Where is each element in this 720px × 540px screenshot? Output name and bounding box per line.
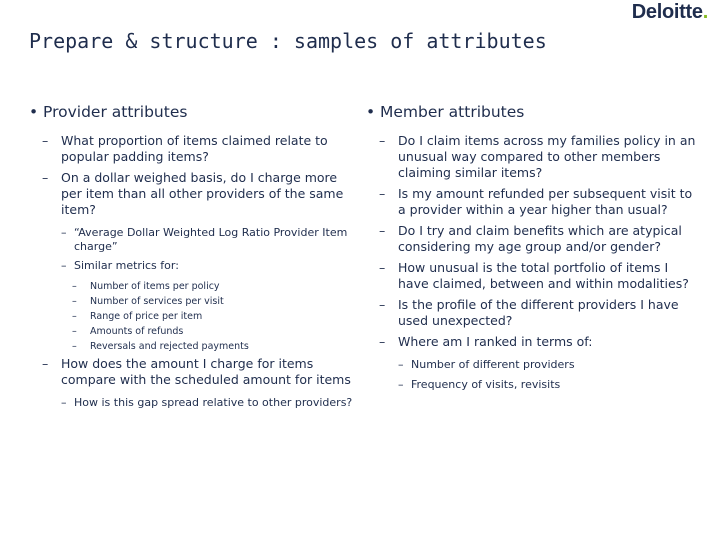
dash-icon: – — [379, 223, 386, 238]
sub-list-item — [29, 396, 354, 410]
sub-list-item — [366, 378, 696, 392]
list-item-text: What proportion of items claimed relate to popular padding items? — [61, 133, 328, 164]
member-attributes-column — [366, 103, 696, 397]
dash-icon: – — [72, 340, 77, 352]
bullet-icon: • — [29, 103, 39, 121]
list-item — [366, 133, 696, 181]
list-item — [366, 297, 696, 329]
dash-icon: – — [379, 334, 386, 349]
list-item — [366, 334, 696, 350]
metric-text: Range of price per item — [90, 310, 203, 322]
logo-dot: . — [702, 1, 708, 23]
dash-icon: – — [42, 170, 49, 185]
list-item-text: Where am I ranked in terms of: — [398, 334, 593, 349]
dash-icon: – — [61, 395, 67, 409]
sub-list-item — [29, 226, 354, 253]
dash-icon: – — [379, 297, 386, 312]
dash-icon: – — [61, 259, 67, 272]
dash-icon: – — [379, 186, 386, 201]
list-item-text: Is my amount refunded per subsequent visit to a provider within a year higher than usual? — [398, 186, 693, 217]
dash-icon: – — [61, 226, 67, 239]
dash-icon: – — [72, 325, 77, 337]
dash-icon: – — [379, 260, 386, 275]
provider-heading-text: Provider attributes — [43, 103, 188, 121]
page-title: Prepare & structure : samples of attributes — [29, 29, 547, 53]
list-item — [366, 260, 696, 292]
metric-item — [29, 324, 354, 339]
sub-list-item — [366, 358, 696, 372]
list-item — [366, 186, 696, 218]
list-item-text: Do I claim items across my families policy in an unusual way compared to other members claiming similar items? — [398, 133, 696, 180]
metric-text: Reversals and rejected payments — [90, 340, 249, 352]
list-item-text: Do I try and claim benefits which are atypical considering my age group and/or gender? — [398, 223, 682, 254]
metric-text: Number of items per policy — [90, 280, 220, 292]
list-item — [29, 133, 354, 165]
list-item-text: On a dollar weighed basis, do I charge more per item than all other providers of the same item? — [61, 170, 344, 217]
list-item — [29, 356, 354, 388]
metric-text: Number of services per visit — [90, 295, 224, 307]
sub-list-item-text: How is this gap spread relative to other providers? — [74, 395, 353, 409]
dash-icon: – — [379, 133, 386, 148]
provider-attributes-column — [29, 103, 354, 415]
dash-icon: – — [42, 133, 49, 148]
metric-item — [29, 309, 354, 324]
dash-icon: – — [42, 355, 49, 371]
sub-list-item — [29, 259, 354, 273]
provider-heading — [29, 103, 354, 121]
sub-list-item-text: Number of different providers — [411, 358, 575, 371]
sub-list-item-text: Frequency of visits, revisits — [411, 377, 561, 391]
metric-item — [29, 294, 354, 309]
list-item-text: How unusual is the total portfolio of items I have claimed, between and within modalities? — [398, 260, 689, 291]
dash-icon: – — [72, 295, 77, 307]
dash-icon: – — [398, 377, 404, 391]
metric-item — [29, 339, 354, 354]
member-heading — [366, 103, 696, 121]
metric-text: Amounts of refunds — [90, 325, 184, 337]
list-item-text: Is the profile of the different providers I have used unexpected? — [398, 297, 679, 328]
sub-list-item-text: Similar metrics for: — [74, 259, 179, 272]
bullet-icon: • — [366, 103, 376, 121]
dash-icon: – — [398, 358, 404, 371]
list-item — [366, 223, 696, 255]
dash-icon: – — [72, 310, 77, 322]
logo-text: Deloitte — [631, 1, 703, 23]
sub-list-item-text: “Average Dollar Weighted Log Ratio Provider Item charge” — [74, 226, 348, 253]
metric-item — [29, 279, 354, 294]
deloitte-logo — [632, 1, 708, 24]
dash-icon: – — [72, 280, 77, 292]
member-heading-text: Member attributes — [380, 103, 525, 121]
metrics-list — [29, 279, 354, 354]
list-item-text: How does the amount I charge for items compare with the scheduled amount for items — [61, 355, 351, 387]
list-item — [29, 170, 354, 218]
